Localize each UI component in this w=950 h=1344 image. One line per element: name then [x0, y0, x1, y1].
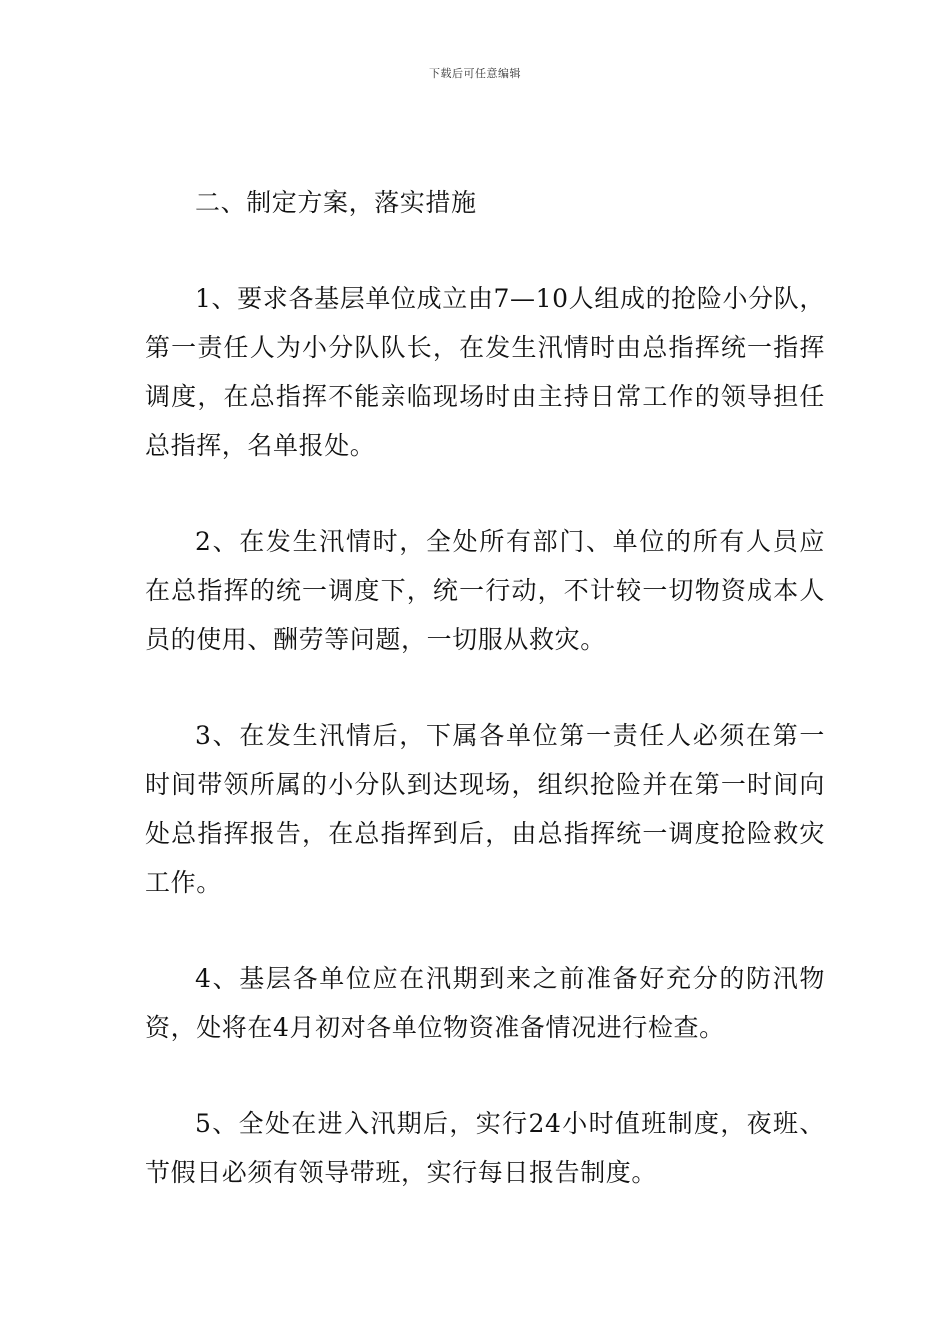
document-body — [145, 178, 825, 1197]
page-header: 下载后可任意编辑 — [429, 67, 521, 80]
paragraph-1: 1、要求各基层单位成立由7—10人组成的抢险小分队，第一责任人为小分队队长，在发生汛情时由总指挥统一指挥调度，在总指挥不能亲临现场时由主持日常工作的领导担任总指挥，名单报处。 — [145, 284, 825, 460]
paragraph-5: 5、全处在进入汛期后，实行24小时值班制度，夜班、节假日必须有领导带班，实行每日报告制度。 — [145, 1109, 825, 1187]
paragraph-2: 2、在发生汛情时，全处所有部门、单位的所有人员应在总指挥的统一调度下，统一行动，不计较一切物资成本人员的使用、酬劳等问题，一切服从救灾。 — [145, 527, 825, 654]
paragraph-4: 4、基层各单位应在汛期到来之前准备好充分的防汛物资，处将在4月初对各单位物资准备情况进行检查。 — [145, 964, 825, 1042]
paragraph-3: 3、在发生汛情后，下属各单位第一责任人必须在第一时间带领所属的小分队到达现场，组织抢险并在第一时间向处总指挥报告，在总指挥到后，由总指挥统一调度抢险救灾工作。 — [145, 721, 825, 897]
section-heading: 二、制定方案，落实措施 — [195, 188, 477, 217]
